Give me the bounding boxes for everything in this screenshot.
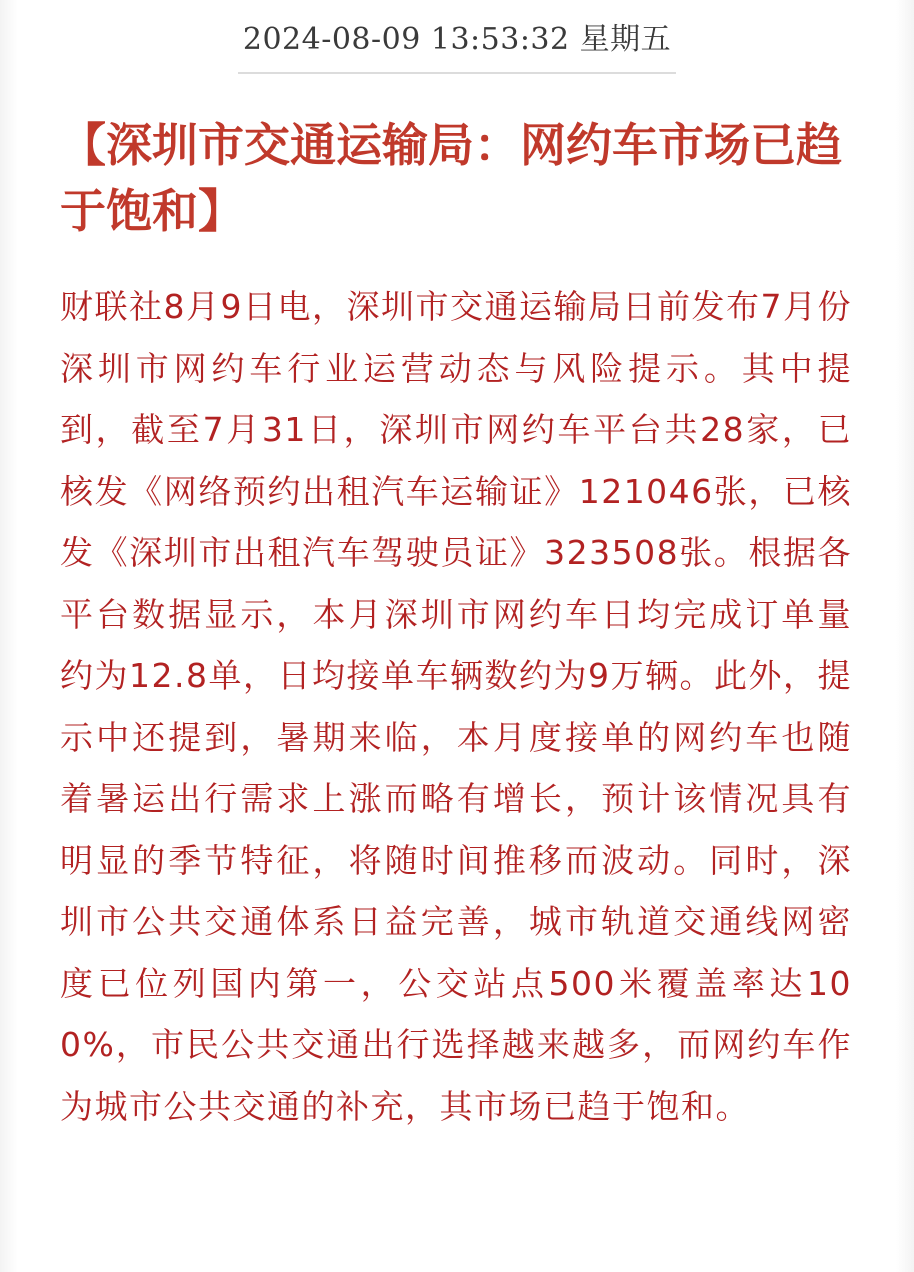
- article-headline: 【深圳市交通运输局：网约车市场已趋于饱和】: [60, 118, 842, 238]
- header-divider: [238, 72, 676, 74]
- left-edge-shadow: [0, 0, 18, 1272]
- right-edge-shadow: [896, 0, 914, 1272]
- article-body: 财联社8月9日电，深圳市交通运输局日前发布7月份深圳市网约车行业运营动态与风险提示。其中提到，截至7月31日，深圳市网约车平台共28家，已核发《网络预约出租汽车运输证》121046张，已核发《深圳市出租汽车驾驶员证》323508张。根据各平台数据显示，本月深圳市网约车日均完成订单量约为12.8单，日均接单车辆数约为9万辆。此外，提示中还提到，暑期来临，本月度接单的网约车也随着暑运出行需求上涨而略有增长，预计该情况具有明显的季节特征，将随时间推移而波动。同时，深圳市公共交通体系日益完善，城市轨道交通线网密度已位列国内第一，公交站点500米覆盖率达100%，市民公共交通出行选择越来越多，而网约车作为城市公共交通的补充，其市场已趋于饱和。: [60, 287, 852, 1126]
- post-datetime: 2024-08-09 13:53:32 星期五: [242, 22, 672, 57]
